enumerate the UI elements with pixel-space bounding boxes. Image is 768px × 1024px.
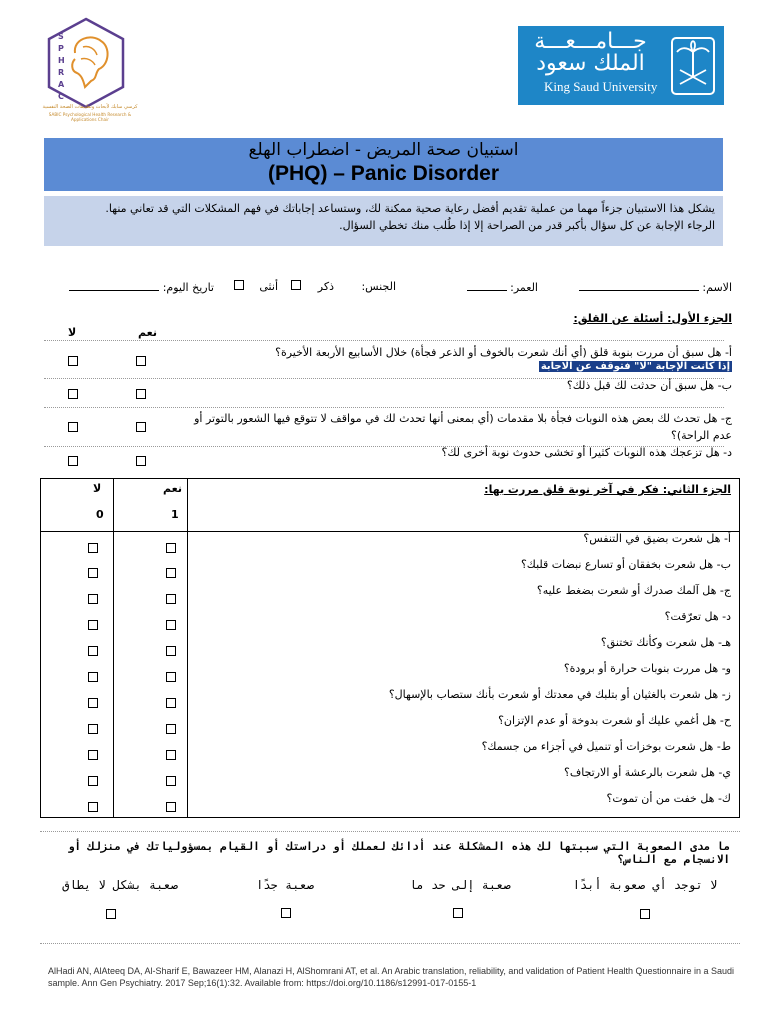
svg-text:C: C xyxy=(58,92,64,101)
part2-f-yes-checkbox[interactable] xyxy=(166,672,176,682)
ksu-arabic-name: جـــامـــعـــة الملك سعود xyxy=(534,29,647,76)
separator xyxy=(40,943,740,944)
intro-box xyxy=(44,196,723,246)
part2-b-no-checkbox[interactable] xyxy=(88,568,98,578)
age-line[interactable] xyxy=(467,280,507,291)
name-line[interactable] xyxy=(579,280,699,291)
part2-d-yes-checkbox[interactable] xyxy=(166,620,176,630)
intro-text xyxy=(50,200,715,234)
title-banner xyxy=(44,138,723,191)
part2-heading: الجزء الثاني: فكر في آخر نوبة قلق مررت بها: xyxy=(484,483,731,496)
part2-h-no-checkbox[interactable] xyxy=(88,724,98,734)
part1-question-d: د- هل تزعجك هذه النوبات كثيرا أو تخشى حدوث نوبة أخرى لك؟ xyxy=(441,446,732,459)
part2-j-no-checkbox[interactable] xyxy=(88,776,98,786)
sphrac-caption-arabic: كرسي سابك لأبحاث وتطبيقات الصحة النفسية xyxy=(42,104,138,110)
part1-yes-header: نعم xyxy=(138,326,157,339)
palm-emblem-icon xyxy=(668,34,718,98)
part2-question-e: هـ- هل شعرت وكأنك تختنق؟ xyxy=(600,636,731,649)
separator xyxy=(40,831,740,832)
part1-c-yes-checkbox[interactable] xyxy=(136,422,146,432)
gender-label: الجنس: xyxy=(361,280,396,293)
difficulty-option-somewhat: صعبة إلى حد ما xyxy=(409,878,511,892)
difficulty-question: ما مدى الصعوبة التي سببتها لك هذه المشكلة عند أدائك لعملك أو دراستك أو القيام بمسؤولياتك في منزلك أو الانسجام مع الناس؟ xyxy=(67,840,730,866)
male-label: ذكر xyxy=(317,280,334,293)
title-english: (PHQ) – Panic Disorder xyxy=(267,162,500,185)
part2-yes-score: 1 xyxy=(171,508,179,521)
part2-c-no-checkbox[interactable] xyxy=(88,594,98,604)
age-field[interactable] xyxy=(467,280,538,294)
svg-text:R: R xyxy=(58,68,65,77)
part2-no-score: 0 xyxy=(96,508,104,521)
part2-k-yes-checkbox[interactable] xyxy=(166,802,176,812)
part1-c-no-checkbox[interactable] xyxy=(68,422,78,432)
part2-g-yes-checkbox[interactable] xyxy=(166,698,176,708)
difficulty-option-none: لا توجد أي صعوبة أبدًا xyxy=(572,878,718,892)
svg-text:S: S xyxy=(58,32,64,41)
part1-d-yes-checkbox[interactable] xyxy=(136,456,146,466)
date-line[interactable] xyxy=(69,280,159,291)
part1-question-c: ج- هل تحدث لك بعض هذه النوبات فجأة بلا مقدمات (أي بمعنى أنها تحدث لك في مواقف لا تتوقع فيها الشعور بالتوتر أو عدم الراحة)؟ xyxy=(194,412,732,442)
ksu-english-name: King Saud University xyxy=(544,79,658,94)
title-arabic: استبيان صحة المريض - اضطراب الهلع xyxy=(248,140,519,160)
part2-i-no-checkbox[interactable] xyxy=(88,750,98,760)
part2-e-no-checkbox[interactable] xyxy=(88,646,98,656)
age-label: العمر: xyxy=(510,281,538,294)
citation: AlHadi AN, AlAteeq DA, Al-Sharif E, Bawazeer HM, Alanazi H, AlShomrani AT, et al. An Arabic translation, reliability, and validation of Patient Health Questionnaire in a Saudi sample. Ann Gen Psychiatry. 2017 Sep;16(1):32. Available from: https://doi.org/10.1186/s12991-017-0155-1 xyxy=(48,966,735,988)
part2-question-a: أ- هل شعرت بضيق في التنفس؟ xyxy=(583,532,731,545)
part2-f-no-checkbox[interactable] xyxy=(88,672,98,682)
part2-question-j: ي- هل شعرت بالرعشة أو الارتجاف؟ xyxy=(563,766,731,779)
part1-a-yes-checkbox[interactable] xyxy=(136,356,146,366)
difficulty-somewhat-checkbox[interactable] xyxy=(453,908,463,918)
intro-line-1: يشكل هذا الاستبيان جزءاً مهما من عملية تقديم أفضل رعاية صحية ممكنة لك، وستساعد إجاباتك في فهم المشكلات التي قد تعاني منها. xyxy=(105,202,715,215)
part2-h-yes-checkbox[interactable] xyxy=(166,724,176,734)
stop-note: إذا كانت الإجابة "لا" فتوقف عن الاجابة xyxy=(540,361,730,372)
difficulty-extreme-checkbox[interactable] xyxy=(106,909,116,919)
part1-no-header: لا xyxy=(68,326,77,339)
difficulty-none-checkbox[interactable] xyxy=(640,909,650,919)
part2-yes-header: نعم xyxy=(163,482,182,495)
part2-question-g: ز- هل شعرت بالغثيان أو بتلبك في معدتك أو شعرت بأنك ستصاب بالإسهال؟ xyxy=(388,688,731,701)
part2-question-i: ط- هل شعرت بوخزات أو تنميل في أجزاء من جسمك؟ xyxy=(481,740,731,753)
part1-question-b: ب- هل سبق أن حدثت لك قبل ذلك؟ xyxy=(566,379,732,392)
part2-question-d: د- هل تعرّقت؟ xyxy=(664,610,731,623)
part1-b-yes-checkbox[interactable] xyxy=(136,389,146,399)
svg-text:A: A xyxy=(58,80,65,89)
part1-question-a: أ- هل سبق أن مررت بنوبة قلق (أي أنك شعرت بالخوف أو الذعر فجأة) خلال الأسابيع الأربعة الأخيرة؟ xyxy=(275,346,732,359)
part2-c-yes-checkbox[interactable] xyxy=(166,594,176,604)
part2-question-f: و- هل مررت بنوبات حرارة أو برودة؟ xyxy=(563,662,731,675)
separator xyxy=(44,407,724,408)
part2-question-b: ب- هل شعرت بخفقان أو تسارع نبضات قلبك؟ xyxy=(520,558,731,571)
svg-text:H: H xyxy=(58,56,65,65)
part2-a-yes-checkbox[interactable] xyxy=(166,543,176,553)
difficulty-option-extreme: صعبة بشكل لا يطاق xyxy=(62,878,178,892)
ksu-logo xyxy=(518,26,724,105)
part1-b-no-checkbox[interactable] xyxy=(68,389,78,399)
part2-d-no-checkbox[interactable] xyxy=(88,620,98,630)
part2-b-yes-checkbox[interactable] xyxy=(166,568,176,578)
intro-line-2: الرجاء الإجابة عن كل سؤال بأكبر قدر من الصراحة إلا إذا طُلب منك تخطي السؤال. xyxy=(339,219,715,232)
part2-table xyxy=(40,478,740,818)
separator xyxy=(44,340,724,341)
part2-e-yes-checkbox[interactable] xyxy=(166,646,176,656)
part2-question-c: ج- هل آلمك صدرك أو شعرت بضغط عليه؟ xyxy=(536,584,731,597)
part2-a-no-checkbox[interactable] xyxy=(88,543,98,553)
part2-question-h: ح- هل أغمي عليك أو شعرت بدوخة أو عدم الإتزان؟ xyxy=(498,714,731,727)
name-field[interactable] xyxy=(579,280,732,294)
part2-g-no-checkbox[interactable] xyxy=(88,698,98,708)
part2-no-header: لا xyxy=(93,482,102,495)
part2-k-no-checkbox[interactable] xyxy=(88,802,98,812)
female-label: أنثى xyxy=(259,280,278,293)
part2-i-yes-checkbox[interactable] xyxy=(166,750,176,760)
date-label: تاريخ اليوم: xyxy=(162,281,214,294)
part2-j-yes-checkbox[interactable] xyxy=(166,776,176,786)
sphrac-caption-english: SABIC Psychological Health Research & Applications Chair xyxy=(48,112,132,122)
part1-a-no-checkbox[interactable] xyxy=(68,356,78,366)
name-label: الاسم: xyxy=(702,281,732,294)
male-checkbox[interactable] xyxy=(291,280,301,290)
female-checkbox[interactable] xyxy=(234,280,244,290)
part1-heading: الجزء الأول: أسئلة عن القلق: xyxy=(573,312,732,325)
difficulty-option-very: صعبة جدًا xyxy=(256,878,314,892)
difficulty-very-checkbox[interactable] xyxy=(281,908,291,918)
date-field[interactable] xyxy=(69,280,214,294)
part2-question-k: ك- هل خفت من أن تموت؟ xyxy=(606,792,731,805)
svg-text:P: P xyxy=(58,44,64,53)
part1-d-no-checkbox[interactable] xyxy=(68,456,78,466)
